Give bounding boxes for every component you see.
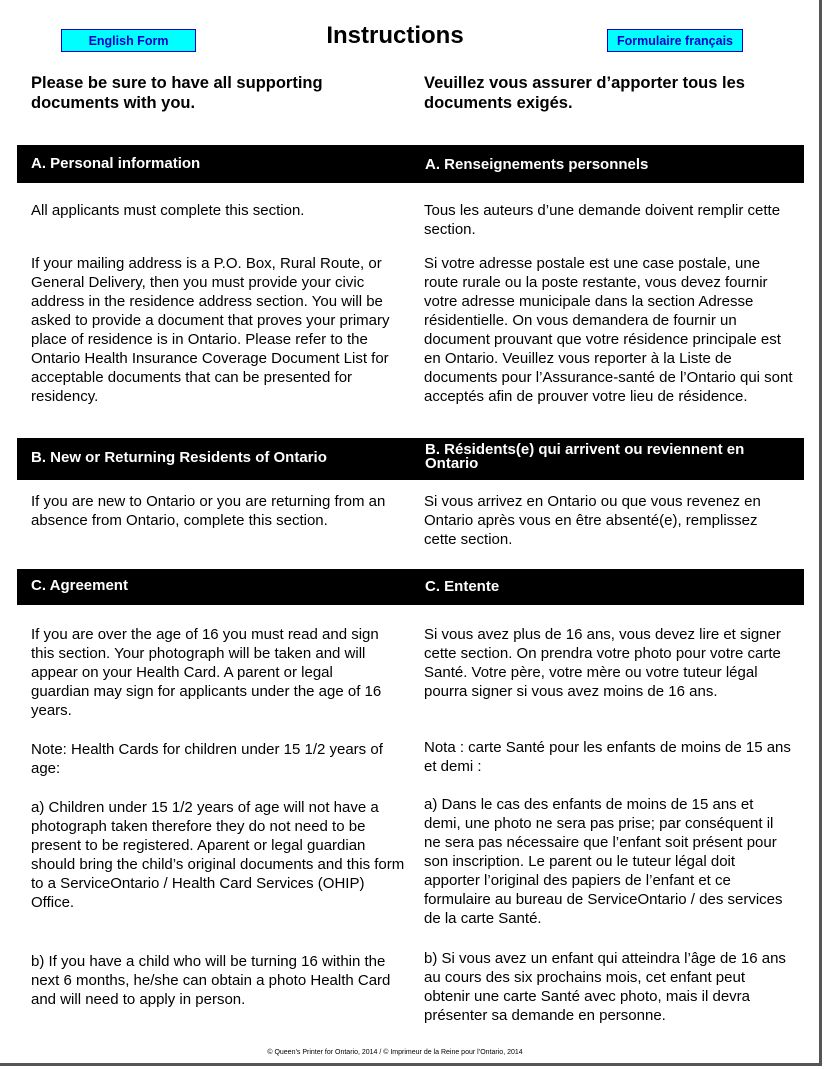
section-a-title-en: A. Personal information (31, 155, 201, 172)
section-c-title-en: C. Agreement (31, 577, 128, 594)
page-title: Instructions (326, 22, 464, 49)
section-a-p1-en: All applicants must complete this section. (31, 202, 305, 219)
french-form-button[interactable]: Formulaire français (607, 29, 743, 52)
section-b-title-fr: B. Résidents(e) qui arrivent ou reviennent en Ontario (425, 441, 745, 472)
english-form-button[interactable]: English Form (61, 29, 196, 52)
section-c-p3-fr: a) Dans le cas des enfants de moins de 15 ans et demi, une photo ne sera pas prise; par conséquent il ne sera pas nécessaire que l’enfant soit présent pour son inscription. Le parent ou le tuteur légal doit apporter l’original des papiers de l’enfant et ce formulaire au bureau de ServiceOntario / des services de la carte Santé. (424, 796, 783, 927)
intro-french: Veuillez vous assurer d’apporter tous les documents exigés. (424, 74, 745, 112)
section-a-p2-en: If your mailing address is a P.O. Box, Rural Route, or General Delivery, then you must provide your civic address in the residence address section. You will be asked to provide a document that proves your primary place of residence is in Ontario. Please refer to the Ontario Health Insurance Coverage Document List for acceptable documents that can be presented for residency. (31, 255, 390, 405)
section-c-p1-en: If you are over the age of 16 you must read and sign this section. Your photograph will be taken and will appear on your Health Card. A parent or legal guardian may sign for applicants under the age of 16 years. (31, 626, 382, 719)
section-c-p3-en: a) Children under 15 1/2 years of age will not have a photograph taken therefore they do not need to be present to be registered. Aparent or legal guardian should bring the child’s original documents and this form to a ServiceOntario / Health Card Services (OHIP) Office. (31, 799, 405, 911)
section-c-p2-en: Note: Health Cards for children under 15 1/2 years of age: (31, 741, 383, 777)
section-a-header (17, 145, 804, 183)
copyright-footer: © Queen’s Printer for Ontario, 2014 / © Imprimeur de la Reine pour l’Ontario, 2014 (267, 1049, 523, 1056)
section-b-p1-fr: Si vous arrivez en Ontario ou que vous revenez en Ontario après vous en être absenté(e), remplissez cette section. (424, 493, 761, 548)
section-c-p4-fr: b) Si vous avez un enfant qui atteindra l’âge de 16 ans au cours des six prochains mois, cet enfant peut obtenir une carte Santé avec photo, mais il devra présenter sa demande en personne. (424, 950, 786, 1024)
section-c-p4-en: b) If you have a child who will be turning 16 within the next 6 months, he/she can obtain a photo Health Card and will need to apply in person. (31, 953, 391, 1008)
section-c-p2-fr: Nota : carte Santé pour les enfants de moins de 15 ans et demi : (424, 739, 791, 775)
intro-english: Please be sure to have all supporting documents with you. (31, 74, 323, 112)
section-b-title-en: B. New or Returning Residents of Ontario (31, 449, 327, 466)
section-a-title-fr: A. Renseignements personnels (425, 156, 649, 173)
section-b-p1-en: If you are new to Ontario or you are returning from an absence from Ontario, complete this section. (31, 493, 386, 529)
section-a-p2-fr: Si votre adresse postale est une case postale, une route rurale ou la poste restante, vous devez fournir votre adresse municipale dans la section Adresse résidentielle. On vous demandera de fournir un document prouvant que votre résidence principale est en Ontario. Veuillez vous reporter à la Liste de documents pour l’Assurance-santé de l’Ontario qui sont acceptés afin de prouver votre lieu de résidence. (424, 255, 793, 405)
section-c-header (17, 569, 804, 605)
section-c-p1-fr: Si vous avez plus de 16 ans, vous devez lire et signer cette section. On prendra votre photo pour votre carte Santé. Votre père, votre mère ou votre tuteur légal pourra signer si vous avez moins de 16 ans. (424, 626, 781, 700)
section-a-p1-fr: Tous les auteurs d’une demande doivent remplir cette section. (424, 202, 781, 238)
section-b-header (17, 438, 804, 480)
section-c-title-fr: C. Entente (425, 578, 500, 595)
